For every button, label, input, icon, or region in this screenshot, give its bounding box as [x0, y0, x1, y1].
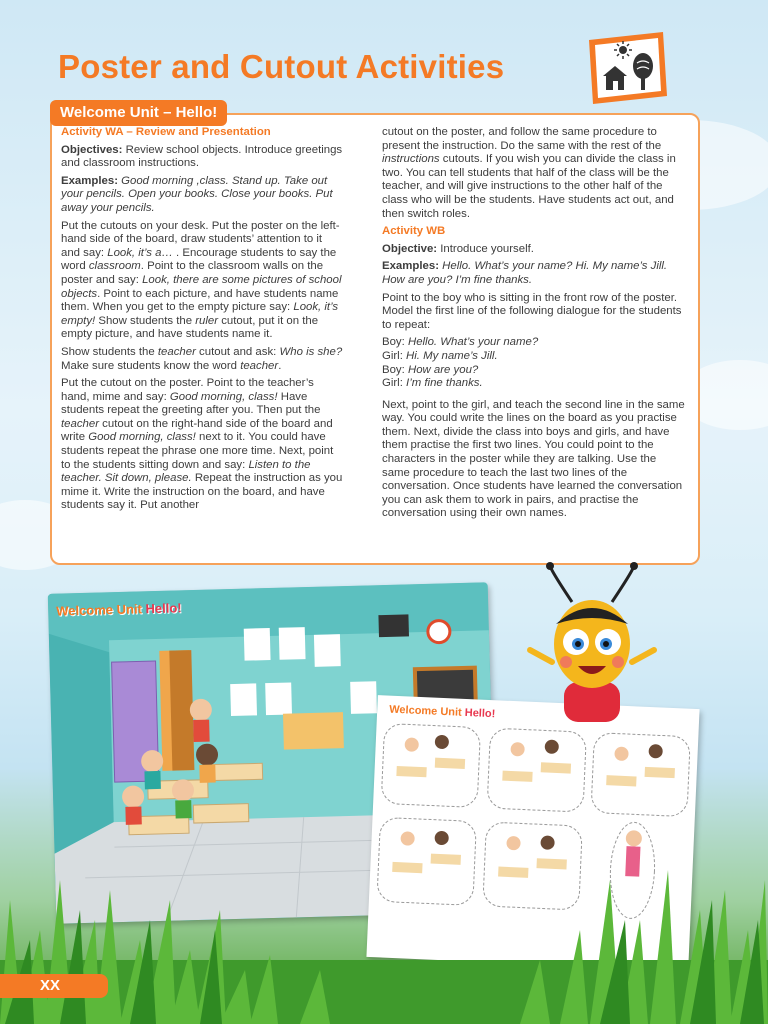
line: Hello. What’s your name?	[407, 336, 539, 349]
text-run: Show students the	[95, 314, 196, 327]
text-run: cutouts. If you wish you can divide the class in two. You can tell students that half of the class will be the teacher, and will give instructions to the other half of the class who will be the students. Have students act out, and then switch roles.	[382, 153, 676, 220]
poster-title-a: Welcome Unit	[56, 601, 143, 619]
text-run: . Point to each picture, and have students name them. When you get to the empty picture say:	[61, 287, 339, 314]
text-run: cutout on the right-hand side of the board and write	[61, 417, 333, 444]
objective-label: Objective:	[382, 242, 438, 255]
line: How are you?	[407, 363, 479, 376]
text-run: instructions	[382, 153, 440, 166]
examples-paragraph	[61, 175, 343, 216]
objective-text: Introduce yourself.	[437, 242, 534, 255]
text-run: cutout and ask:	[195, 345, 280, 358]
speaker: Girl:	[382, 349, 407, 362]
wb-examples-label: Examples:	[382, 260, 439, 273]
text-run: . Encourage students to say the word	[61, 246, 337, 273]
text-run: ruler	[195, 314, 219, 327]
objective-paragraph	[382, 243, 686, 257]
page-title: Poster and Cutout Activities	[58, 48, 505, 85]
activity-wb-heading: Activity WB	[382, 225, 446, 238]
cutouts-title-a: Welcome Unit	[388, 703, 462, 719]
speaker: Girl:	[382, 377, 407, 390]
cutouts-title-b: Hello!	[461, 706, 496, 721]
text-run: Look, it’s a…	[107, 246, 173, 259]
text-run: Who is she?	[279, 345, 343, 358]
bee-mascot	[522, 562, 662, 722]
wb-paragraph-1: Point to the boy who is sitting in the front row of the poster. Model the first line of the following dialogue for the students to repeat:	[382, 291, 682, 331]
text-run: teacher	[157, 345, 196, 358]
speaker: Boy:	[382, 336, 408, 349]
poster-title-b: Hello!	[141, 600, 182, 617]
dialogue-line	[382, 350, 686, 364]
text-run: Make sure students know the word	[61, 359, 241, 372]
text-run: cutout, put it on the empty picture, and have students name it.	[61, 314, 319, 341]
instruction-paragraph-2	[61, 346, 343, 373]
examples-label: Examples:	[61, 174, 118, 187]
page-number: XX	[0, 974, 108, 998]
text-run: . Point to the classroom walls on the poster and say:	[61, 260, 324, 286]
line: Hi. My name’s Jill.	[406, 349, 498, 362]
grass-decoration	[0, 860, 768, 1024]
objectives-label: Objectives:	[61, 143, 123, 156]
house-sun-tree-icon	[583, 30, 669, 106]
left-column	[61, 126, 343, 517]
text-run: cutout on the poster, and follow the same procedure to present the instruction. Do the same with the rest of the	[382, 126, 662, 152]
line: I’m fine thanks.	[406, 377, 483, 390]
examples-text: Good morning ,class. Stand up. Take out your pencils. Open your books. Close your books. Put away your pencils.	[61, 174, 333, 214]
wb-examples-text: Hello. What’s your name? Hi. My name’s Jill. How are you? I’m fine thanks.	[382, 260, 668, 286]
text-run: Put the cutouts on your desk. Put the poster on the left-hand side of the board, draw students’ attention to it and say:	[61, 219, 340, 259]
objectives-text: Review school objects. Introduce greetings and classroom instructions.	[61, 143, 343, 170]
text-run: Listen to the teacher. Sit down, please.	[61, 458, 311, 485]
text-run: Good morning, class!	[88, 431, 196, 444]
text-run: Show students the	[61, 345, 158, 358]
text-run: Look, it’s empty!	[61, 301, 339, 327]
dialogue-line	[382, 364, 686, 378]
text-run: Have students repeat the greeting after you. Then put the	[61, 390, 321, 417]
text-run: classroom	[88, 260, 141, 273]
unit-tab: Welcome Unit – Hello!	[50, 100, 227, 126]
text-run: teacher	[240, 359, 279, 372]
text-run: next to it. You could have students repeat the phrase one more time. Next, point to the students sitting down and say:	[61, 431, 334, 471]
objectives-paragraph	[61, 144, 343, 171]
text-run: Look, there are some pictures of school objects	[61, 273, 342, 300]
text-run: Good morning, class!	[169, 390, 278, 403]
text-run: Put the cutout on the poster. Point to the teacher’s hand, mime and say:	[61, 377, 314, 403]
right-column	[382, 126, 686, 525]
wb-paragraph-2: Next, point to the girl, and teach the second line in the same way. You could write the lines on the board as you practise them. Next, divide the class into boys and girls, and have them practise the first two lines. You could point to the characters in the poster while they are talking. Use the same procedure to teach the last two lines of the conversation. Once students have learned the conversation you can ask them to work in pairs, and practise the conversation using their own names.	[382, 398, 685, 520]
instruction-paragraph-3	[61, 377, 343, 513]
instruction-paragraph-1	[61, 220, 343, 342]
dialogue-line	[382, 336, 686, 350]
activity-wa-heading: Activity WA – Review and Presentation	[61, 126, 271, 138]
continuation-paragraph	[382, 126, 686, 221]
text-run: teacher	[61, 417, 99, 430]
dialogue	[382, 336, 686, 390]
speaker: Boy:	[382, 363, 408, 376]
dialogue-line	[382, 377, 686, 391]
wb-examples-paragraph	[382, 260, 686, 287]
text-run: Repeat the instruction as you mime it. Write the instruction on the board, and have students say it. Put another	[61, 472, 343, 512]
text-run: .	[278, 359, 282, 372]
